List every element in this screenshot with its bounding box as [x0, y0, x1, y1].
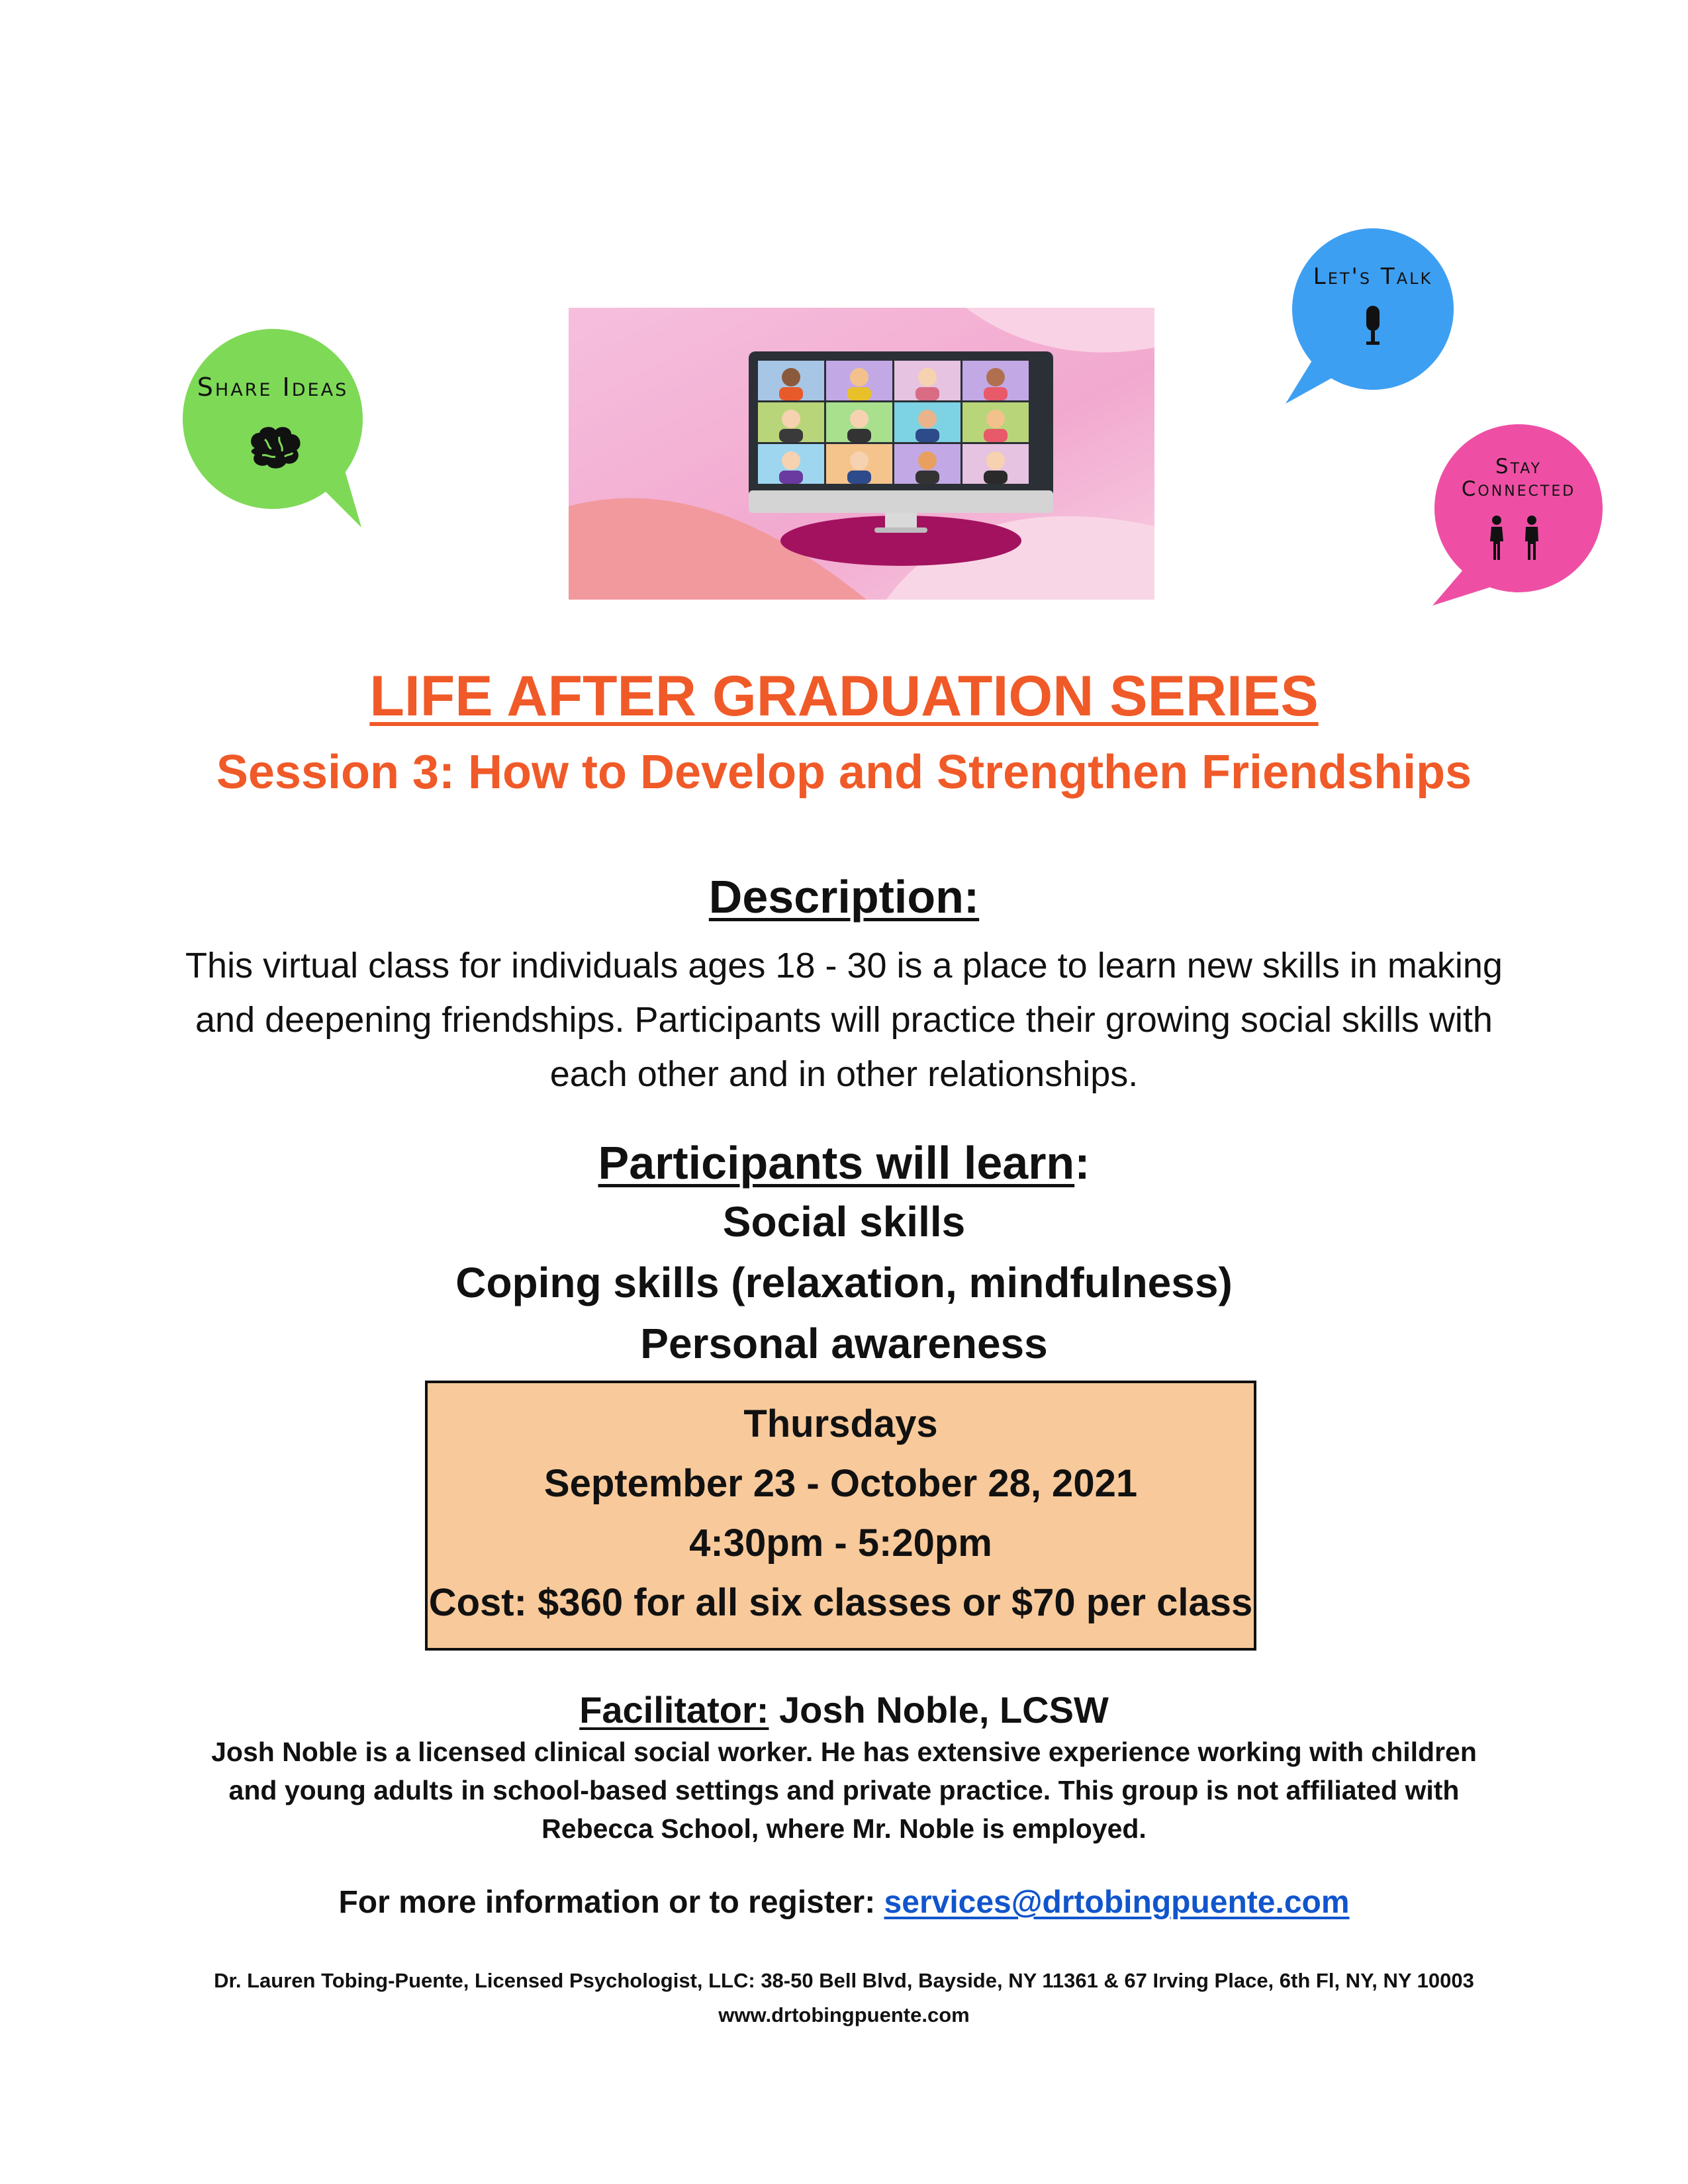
virtual-meeting-illustration: [569, 308, 1154, 600]
people-icon: [1485, 515, 1545, 561]
session-subtitle: Session 3: How to Develop and Strengthen Friendships: [216, 746, 1472, 799]
brain-icon: [245, 425, 305, 471]
lets-talk-label: Let's Talk: [1313, 263, 1433, 290]
stay-connected-label: [1432, 455, 1605, 500]
learn-item: Coping skills (relaxation, mindfulness): [455, 1259, 1233, 1306]
schedule-cost: Cost: $360 for all six classes or $70 per class: [428, 1581, 1253, 1624]
facilitator-bio: Josh Noble is a licensed clinical social worker. He has extensive experience working with children and young adults in school-based settings and private practice. This group is not affiliated with Rebecca School, where Mr. Noble is employed.: [211, 1737, 1477, 1844]
learn-heading-colon: :: [1074, 1137, 1090, 1189]
learn-heading-text: Participants will learn: [598, 1137, 1075, 1189]
description-body: This virtual class for individuals ages 18 - 30 is a place to learn new skills in making and deepening friendships. Participants will practice their growing social skills with each other and in other relationships.: [185, 946, 1503, 1094]
facilitator-line: [0, 1684, 1688, 1737]
description-heading-text: Description:: [708, 871, 980, 923]
stay-connected-line2: Connected: [1461, 477, 1576, 501]
schedule-box: [425, 1381, 1256, 1651]
footer-website: www.drtobingpuente.com: [718, 2003, 970, 2026]
schedule-dates: September 23 - October 28, 2021: [543, 1462, 1138, 1505]
learn-heading: [0, 1133, 1688, 1193]
email-link[interactable]: services@drtobingpuente.com: [884, 1885, 1350, 1920]
schedule-time: 4:30pm - 5:20pm: [689, 1522, 992, 1565]
learn-item: Personal awareness: [640, 1320, 1048, 1367]
microphone-icon: [1361, 304, 1385, 351]
page-title: LIFE AFTER GRADUATION SERIES: [369, 664, 1319, 728]
description-heading: [0, 867, 1688, 927]
footer-address: Dr. Lauren Tobing-Puente, Licensed Psychologist, LLC: 38-50 Bell Blvd, Bayside, NY 11361 & 67 Irving Place, 6th Fl, NY, NY 10003: [214, 1969, 1474, 1992]
schedule-day: Thursdays: [743, 1402, 938, 1445]
facilitator-label: Facilitator:: [579, 1689, 769, 1731]
stay-connected-line1: Stay: [1495, 455, 1542, 478]
learn-item: Social skills: [722, 1198, 966, 1246]
share-ideas-label: Share Ideas: [197, 373, 349, 402]
facilitator-name: Josh Noble, LCSW: [769, 1689, 1109, 1731]
register-info: [0, 1880, 1688, 1926]
register-label: For more information or to register:: [338, 1885, 884, 1920]
